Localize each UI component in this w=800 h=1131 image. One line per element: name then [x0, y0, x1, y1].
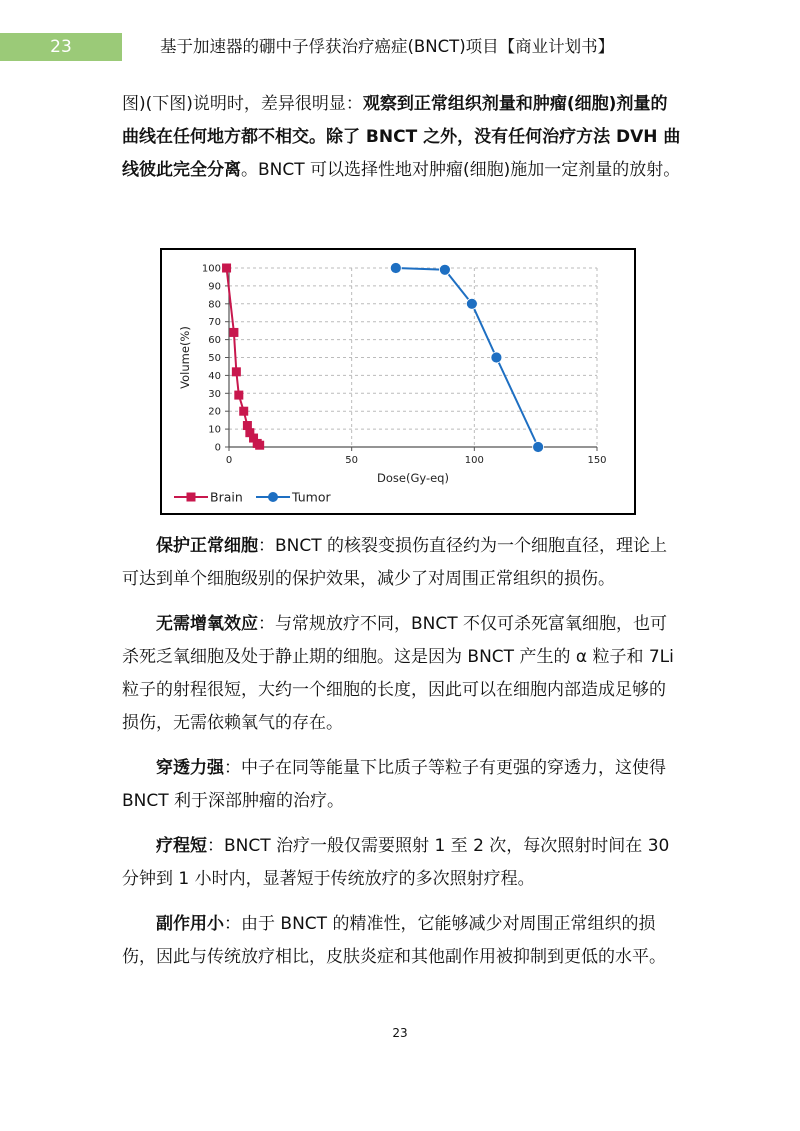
intro-text-bold: 观察到正常组织剂量和肿瘤(细胞)剂量的曲线在任何地方都不相交。除了 BNCT 之外，没有任何治疗方法 DVH 曲线彼此完全分离: [122, 94, 681, 180]
data-point-brain: [232, 367, 241, 376]
y-axis-label: Volume(%): [178, 326, 192, 389]
intro-text-1: 图)(下图)说明时，差异很明显：: [122, 94, 363, 114]
y-tick-label: 0: [214, 442, 221, 454]
y-tick-label: 30: [208, 388, 221, 400]
x-tick-label: 0: [225, 455, 233, 466]
dvh-chart: [160, 248, 636, 515]
data-point-brain: [222, 264, 231, 273]
sections-body: [122, 530, 682, 974]
section-paragraph: [122, 752, 682, 818]
y-tick-label: 90: [208, 281, 221, 293]
y-tick-label: 10: [208, 424, 221, 436]
series-line-brain: [227, 268, 260, 445]
footer-page-number: 23: [392, 1026, 408, 1040]
section-body: ：与常规放疗不同，BNCT 不仅可杀死富氧细胞，也可杀死乏氧细胞及处于静止期的细胞。这是因为 BNCT 产生的 α 粒子和 7Li 粒子的射程很短，大约一个细胞的长度，因此可以在细胞内部造成足够的损伤，无需依赖氧气的存在。: [122, 614, 674, 733]
legend-label: Tumor: [292, 489, 331, 505]
x-axis-label: Dose(Gy-eq): [377, 471, 449, 485]
section-paragraph: [122, 608, 682, 740]
header-page-number: 23: [50, 37, 72, 57]
header-title: 基于加速器的硼中子俘获治疗癌症(BNCT)项目【商业计划书】: [160, 37, 615, 56]
intro-paragraph: [122, 88, 682, 187]
x-tick-label: 150: [587, 455, 607, 466]
section-title: 无需增氧效应: [156, 614, 258, 634]
data-point-brain: [229, 328, 238, 337]
section-paragraph: [122, 830, 682, 896]
legend-marker: [187, 493, 196, 502]
y-tick-label: 60: [208, 335, 221, 347]
y-tick-label: 50: [208, 353, 221, 364]
y-tick-label: 20: [208, 406, 221, 418]
legend-label: Brain: [210, 489, 243, 505]
section-paragraph: [122, 908, 682, 974]
data-point-tumor: [390, 263, 401, 274]
intro-text-2: 。BNCT 可以选择性地对肿瘤(细胞)施加一定剂量的放射。: [241, 160, 681, 180]
dvh-chart-svg: [162, 250, 634, 513]
document-body: [122, 88, 682, 187]
section-title: 疗程短: [156, 836, 207, 856]
section-body: ：由于 BNCT 的精准性，它能够减少对周围正常组织的损伤，因此与传统放疗相比，皮肤炎症和其他副作用被抑制到更低的水平。: [122, 914, 666, 967]
data-point-tumor: [466, 298, 477, 309]
data-point-tumor: [491, 352, 502, 363]
data-point-tumor: [439, 264, 450, 275]
section-paragraph: [122, 530, 682, 596]
data-point-brain: [234, 391, 243, 400]
section-title: 保护正常细胞: [156, 536, 258, 556]
section-body: ：BNCT 的核裂变损伤直径约为一个细胞直径，理论上可达到单个细胞级别的保护效果，减少了对周围正常组织的损伤。: [122, 536, 668, 589]
section-title: 副作用小: [156, 914, 224, 934]
section-body: ：BNCT 治疗一般仅需要照射 1 至 2 次，每次照射时间在 30 分钟到 1 小时内，显著短于传统放疗的多次照射疗程。: [122, 836, 670, 889]
x-tick-label: 100: [464, 455, 484, 466]
data-point-brain: [255, 441, 264, 450]
data-point-tumor: [533, 442, 544, 453]
legend-marker: [268, 492, 278, 502]
section-body: ：中子在同等能量下比质子等粒子有更强的穿透力，这使得 BNCT 利于深部肿瘤的治疗。: [122, 758, 666, 811]
y-tick-label: 100: [201, 263, 221, 275]
data-point-brain: [239, 407, 248, 416]
y-tick-label: 40: [208, 370, 221, 382]
x-tick-label: 50: [345, 455, 359, 466]
y-tick-label: 80: [208, 299, 221, 311]
section-title: 穿透力强: [156, 758, 224, 778]
y-tick-label: 70: [208, 317, 221, 329]
